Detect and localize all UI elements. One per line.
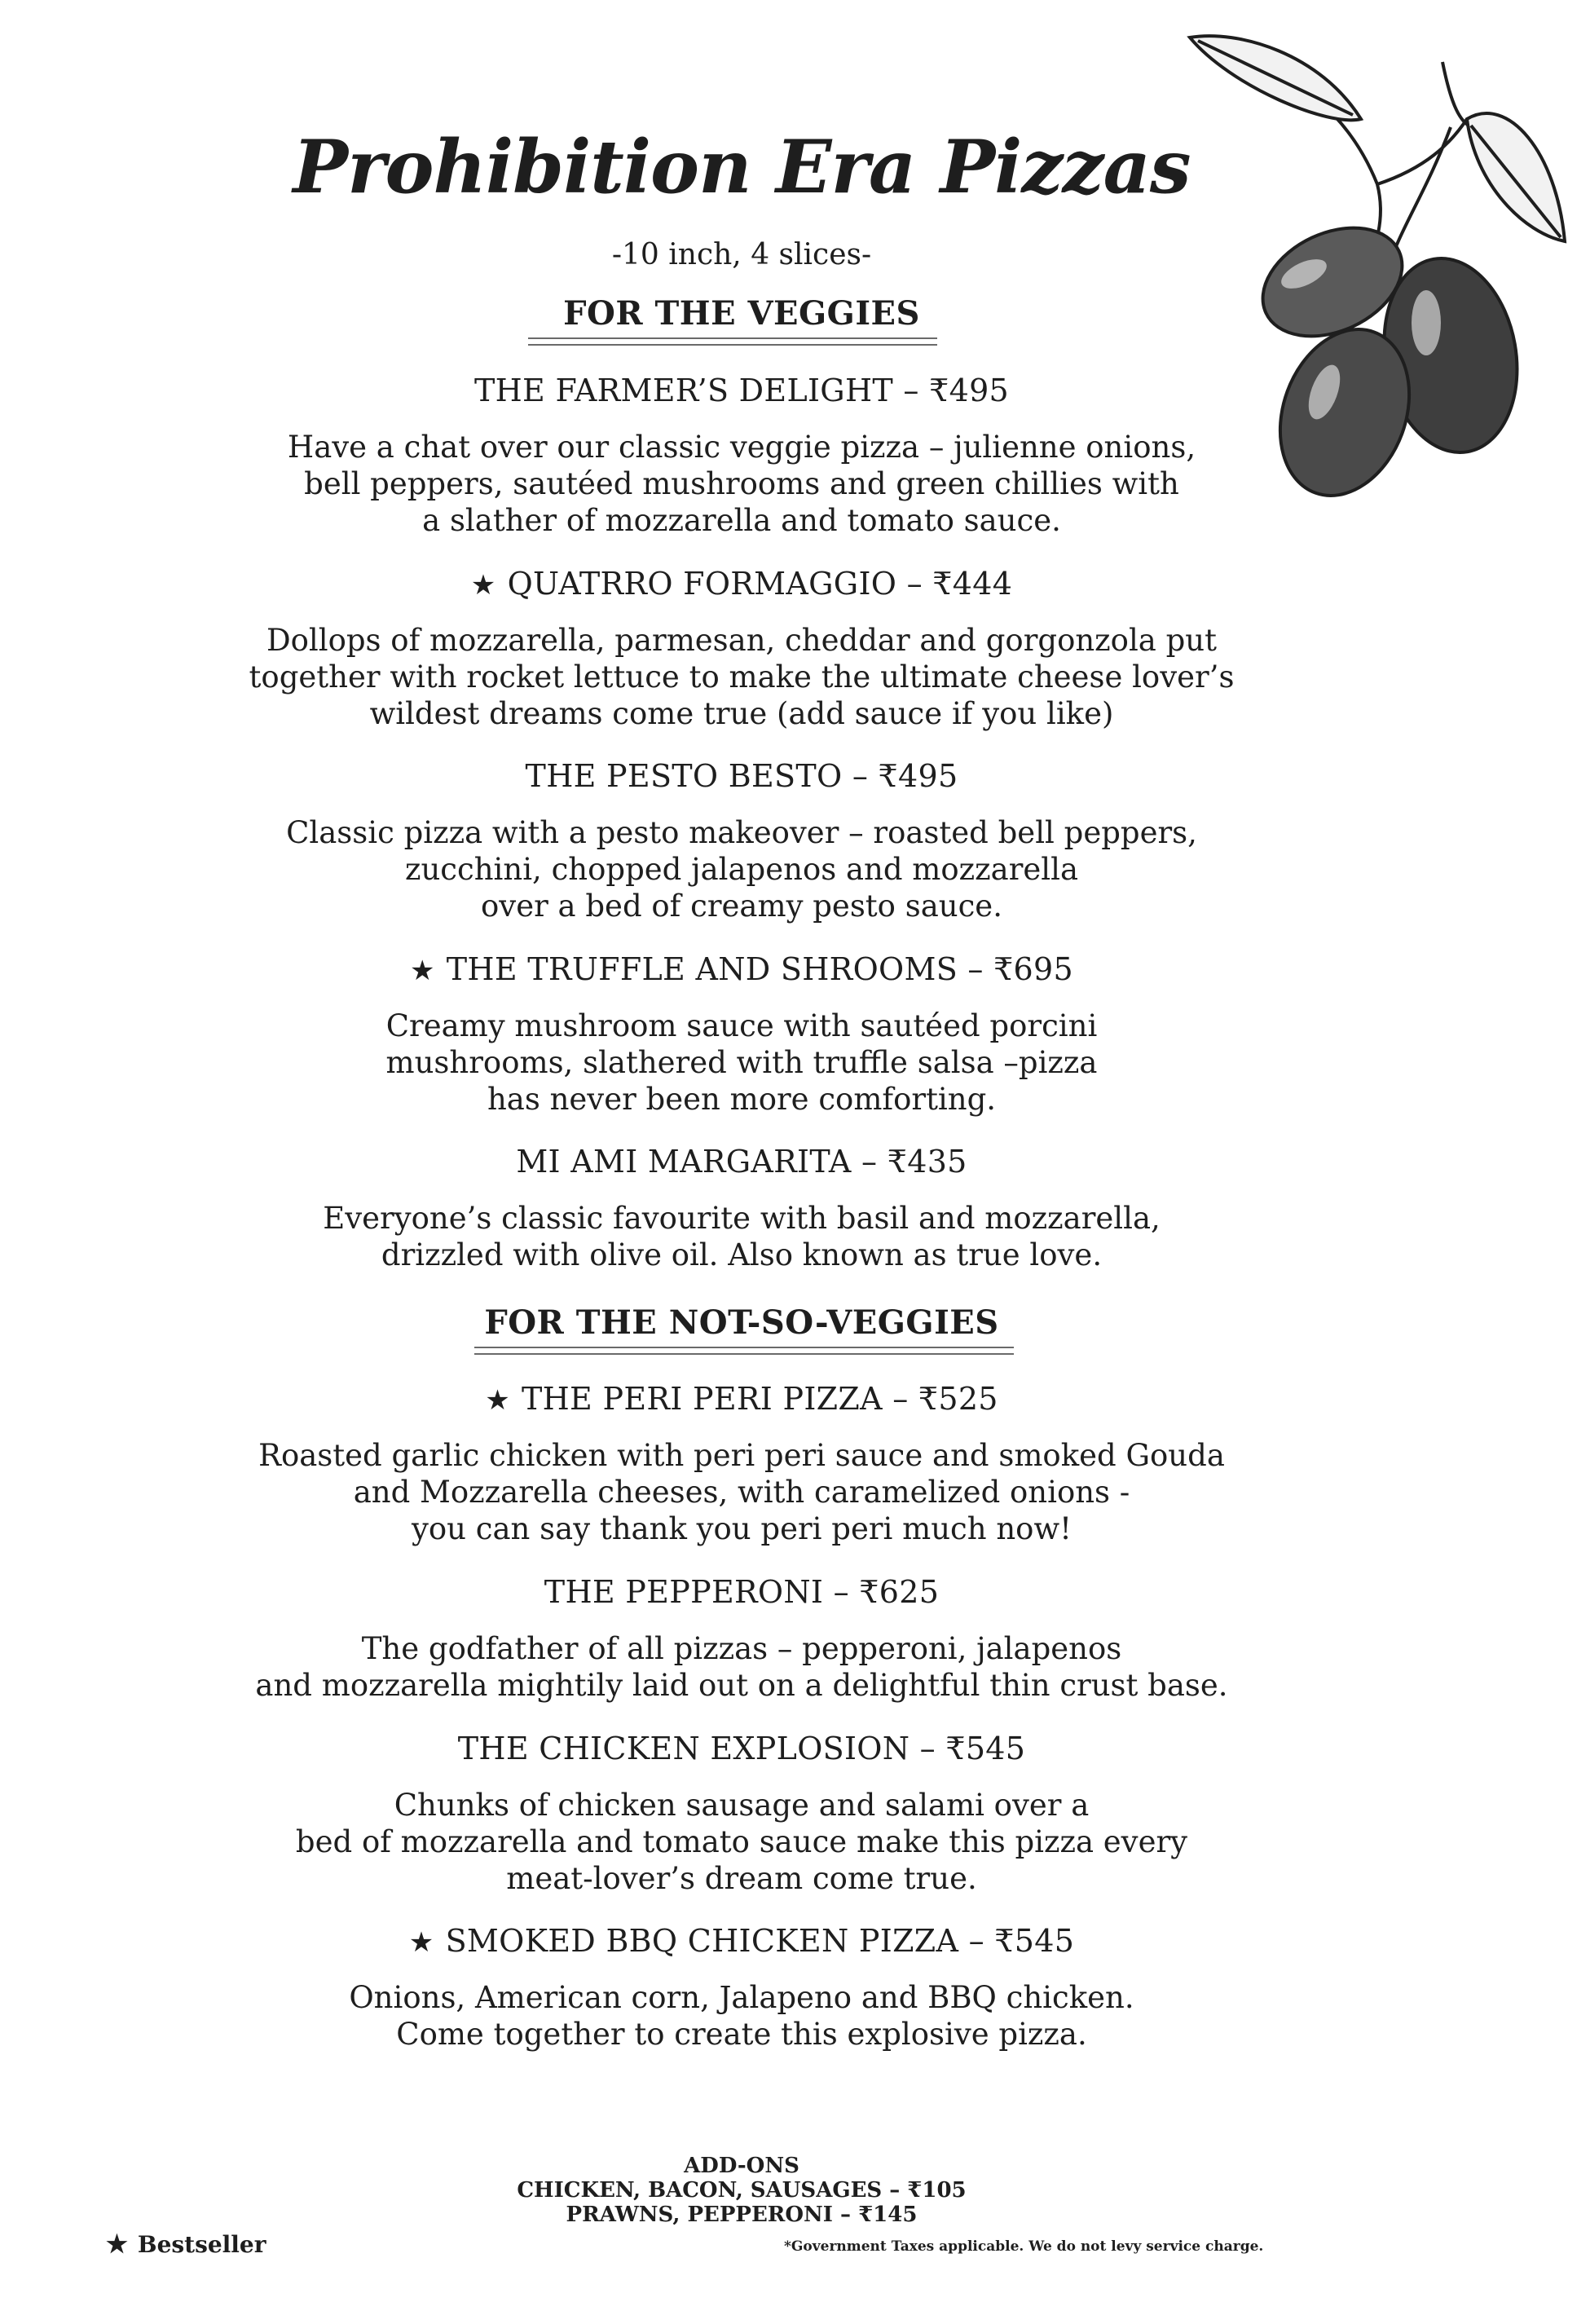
section-divider	[474, 1347, 1014, 1355]
menu-item	[0, 1925, 1483, 2053]
legend-label: Bestseller	[137, 2231, 266, 2258]
page-title: Prohibition Era Pizzas	[293, 124, 1191, 210]
menu-item-description: Have a chat over our classic veggie pizza – julienne onions, bell peppers, sautéed mushrooms and green chillies with a slather of mozzarella and tomato sauce.	[287, 430, 1196, 538]
menu-item-title: ★ QUATRRO FORMAGGIO – ₹444	[470, 566, 1013, 602]
menu-item-description: Roasted garlic chicken with peri peri sauce and smoked Gouda and Mozzarella cheeses, with caramelized onions - you can say thank you peri peri much now!	[258, 1438, 1225, 1546]
menu-item-title: THE PEPPERONI – ₹625	[544, 1574, 940, 1610]
addons-line: CHICKEN, BACON, SAUSAGES – ₹105	[517, 2178, 967, 2203]
menu-item	[0, 758, 1483, 924]
menu-item	[0, 951, 1483, 1118]
menu-item-title: THE FARMER’S DELIGHT – ₹495	[473, 373, 1010, 408]
bestseller-legend	[106, 2230, 266, 2259]
menu-item-title: THE PESTO BESTO – ₹495	[525, 758, 958, 794]
section-divider	[528, 337, 937, 346]
menu-item-description: Creamy mushroom sauce with sautéed porcini mushrooms, slathered with truffle salsa –pizza has never been more comforting.	[385, 1008, 1098, 1117]
menu-item-title: ★ SMOKED BBQ CHICKEN PIZZA – ₹545	[408, 1923, 1075, 1959]
menu-item-title: ★ THE PERI PERI PIZZA – ₹525	[485, 1381, 998, 1417]
star-icon: ★	[106, 2230, 128, 2259]
menu-item	[0, 1733, 1483, 1897]
addons-line: PRAWNS, PEPPERONI – ₹145	[566, 2203, 918, 2227]
menu-item-description: Chunks of chicken sausage and salami over a bed of mozzarella and tomato sauce make this pizza every meat-lover’s dream come true.	[295, 1788, 1188, 1896]
star-icon: ★	[485, 1384, 510, 1417]
menu-item	[0, 1574, 1483, 1704]
menu-item-description: Classic pizza with a pesto makeover – roasted bell peppers, zucchini, chopped jalapenos and mozzarella over a bed of creamy pesto sauce.	[286, 815, 1197, 924]
page-subtitle: -10 inch, 4 slices-	[611, 238, 872, 271]
star-icon: ★	[408, 1926, 434, 1959]
menu-item	[0, 375, 1483, 539]
menu-item	[0, 1383, 1483, 1547]
menu-item-title: ★ THE TRUFFLE AND SHROOMS – ₹695	[410, 951, 1073, 987]
menu-item	[0, 1146, 1483, 1273]
menu-item-description: Onions, American corn, Jalapeno and BBQ chicken. Come together to create this explosive pizza.	[349, 1980, 1134, 2052]
star-icon: ★	[410, 955, 435, 987]
tax-note: *Government Taxes applicable. We do not levy service charge.	[784, 2238, 1264, 2255]
section-heading-nonveggies: FOR THE NOT-SO-VEGGIES	[484, 1303, 999, 1342]
menu-item-description: Everyone’s classic favourite with basil and mozzarella, drizzled with olive oil. Also known as true love.	[323, 1201, 1161, 1272]
menu-item-description: The godfather of all pizzas – pepperoni, jalapenos and mozzarella mightily laid out on a delightful thin crust base.	[255, 1631, 1228, 1703]
addons-block	[0, 2154, 1483, 2227]
menu-item-title: THE CHICKEN EXPLOSION – ₹545	[457, 1731, 1026, 1766]
menu-item-title: MI AMI MARGARITA – ₹435	[516, 1144, 967, 1180]
section-heading-veggies: FOR THE VEGGIES	[563, 294, 920, 333]
menu-item-description: Dollops of mozzarella, parmesan, cheddar and gorgonzola put together with rocket lettuce to make the ultimate cheese lover’s wildest dreams come true (add sauce if you like)	[249, 623, 1235, 731]
menu-item	[0, 568, 1483, 732]
star-icon: ★	[470, 569, 496, 602]
addons-heading: ADD-ONS	[684, 2154, 799, 2178]
